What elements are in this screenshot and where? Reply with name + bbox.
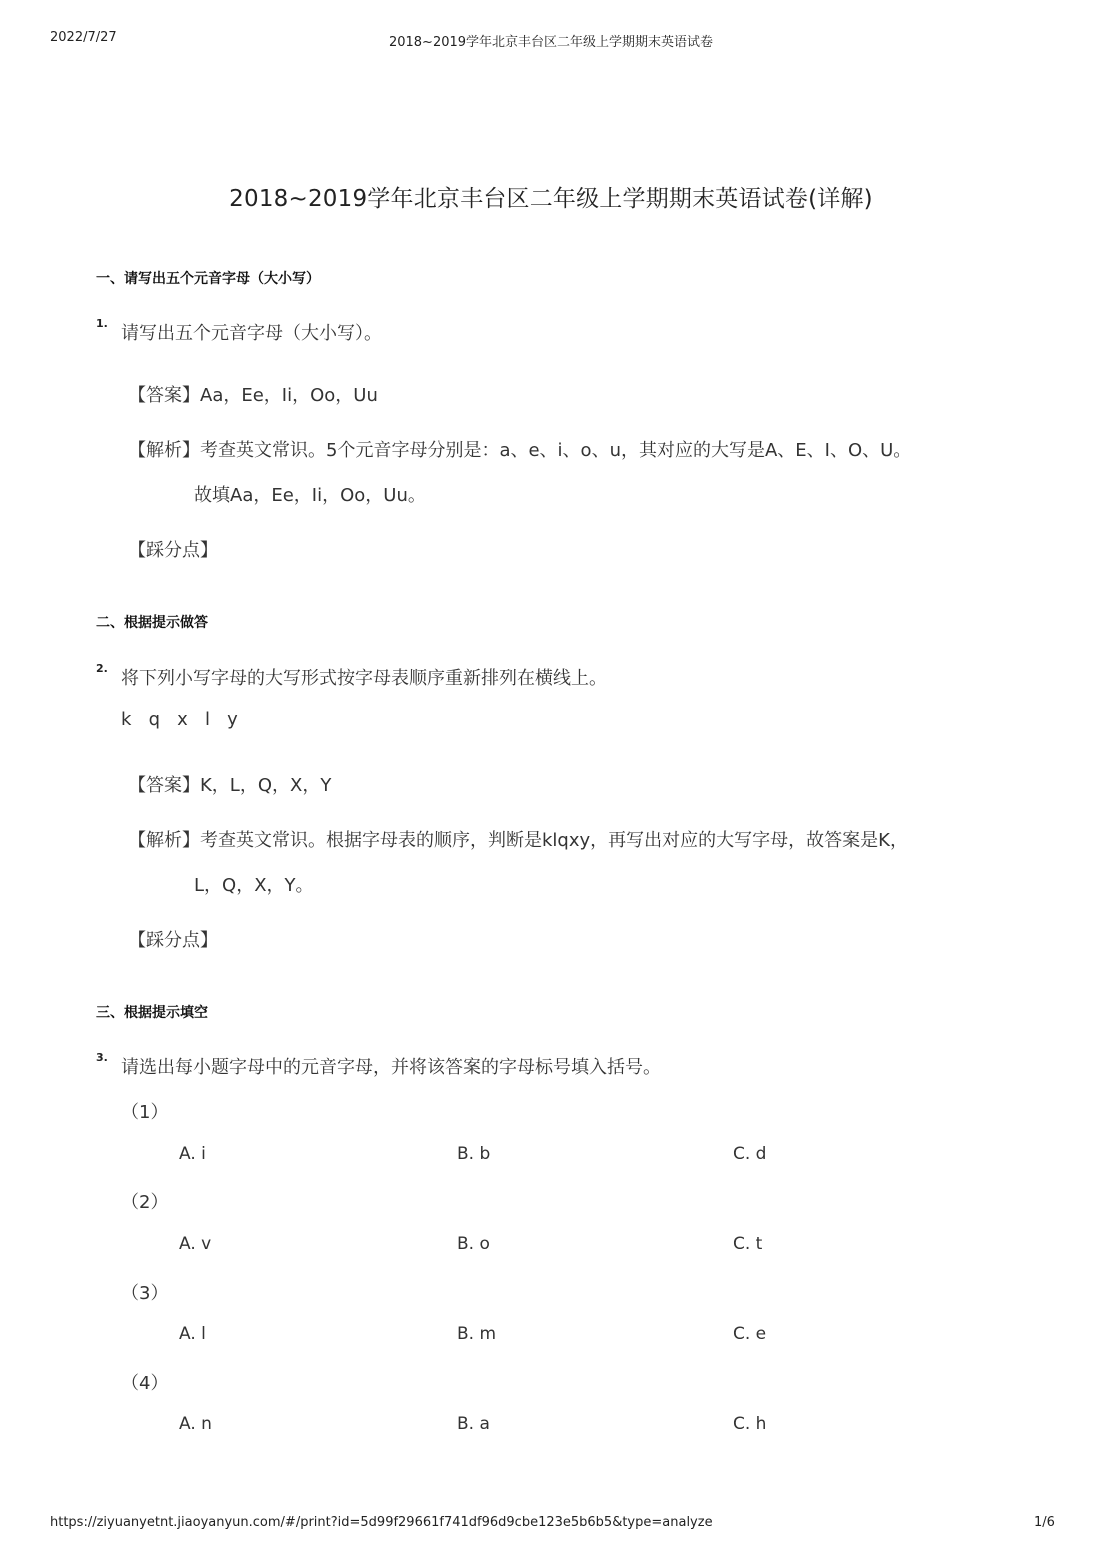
analysis-line-continued: 故填Aa，Ee，Ii，Oo，Uu。 xyxy=(194,485,426,506)
footer-url[interactable]: https://ziyuanyetnt.jiaoyanyun.com/#/print?id=5d99f29661f741df96d9cbe123e5b6b5&type=analyze xyxy=(50,1515,713,1530)
option-c: C. t xyxy=(733,1234,763,1254)
question-text: 请选出每小题字母中的元音字母，并将该答案的字母标号填入括号。 xyxy=(121,1057,661,1078)
header-date: 2022/7/27 xyxy=(50,30,117,45)
question-number: 1. xyxy=(96,317,108,330)
sub-question-label: （3） xyxy=(121,1283,169,1304)
section-title: 二、根据提示做答 xyxy=(96,615,208,631)
question-text: 请写出五个元音字母（大小写）。 xyxy=(121,323,382,344)
document-title: 2018~2019学年北京丰台区二年级上学期期末英语试卷(详解) xyxy=(229,186,873,212)
scoring-points-line: 【踩分点】 xyxy=(128,930,218,951)
answer-line: 【答案】Aa，Ee，Ii，Oo，Uu xyxy=(128,385,378,406)
section-title: 三、根据提示填空 xyxy=(96,1005,208,1021)
option-b: B. a xyxy=(457,1414,490,1434)
option-b: B. b xyxy=(457,1144,491,1164)
section-title: 一、请写出五个元音字母（大小写） xyxy=(96,271,320,287)
header-title: 2018~2019学年北京丰台区二年级上学期期末英语试卷 xyxy=(388,35,714,50)
footer-page-number: 1/6 xyxy=(1034,1515,1055,1530)
scoring-points-line: 【踩分点】 xyxy=(128,540,218,561)
option-a: A. n xyxy=(179,1414,212,1434)
option-a: A. v xyxy=(179,1234,212,1254)
option-a: A. i xyxy=(179,1144,206,1164)
analysis-line: 【解析】考查英文常识。5个元音字母分别是：a、e、i、o、u，其对应的大写是A、E、I、O、U。 xyxy=(128,440,912,461)
question-number: 3. xyxy=(96,1051,108,1064)
analysis-line: 【解析】考查英文常识。根据字母表的顺序，判断是klqxy，再写出对应的大写字母，故答案是K， xyxy=(128,830,908,851)
option-a: A. l xyxy=(179,1324,206,1344)
question-text: 将下列小写字母的大写形式按字母表顺序重新排列在横线上。 xyxy=(121,668,607,689)
sub-question-label: （4） xyxy=(121,1373,169,1394)
letters-line: k q x l y xyxy=(121,709,238,730)
sub-question-label: （1） xyxy=(121,1102,169,1123)
option-b: B. m xyxy=(457,1324,497,1344)
option-c: C. d xyxy=(733,1144,767,1164)
question-number: 2. xyxy=(96,662,108,675)
option-c: C. e xyxy=(733,1324,767,1344)
option-b: B. o xyxy=(457,1234,490,1254)
answer-line: 【答案】K，L，Q，X，Y xyxy=(128,775,332,796)
analysis-line-continued: L，Q，X，Y。 xyxy=(194,875,314,896)
option-c: C. h xyxy=(733,1414,767,1434)
sub-question-label: （2） xyxy=(121,1192,169,1213)
